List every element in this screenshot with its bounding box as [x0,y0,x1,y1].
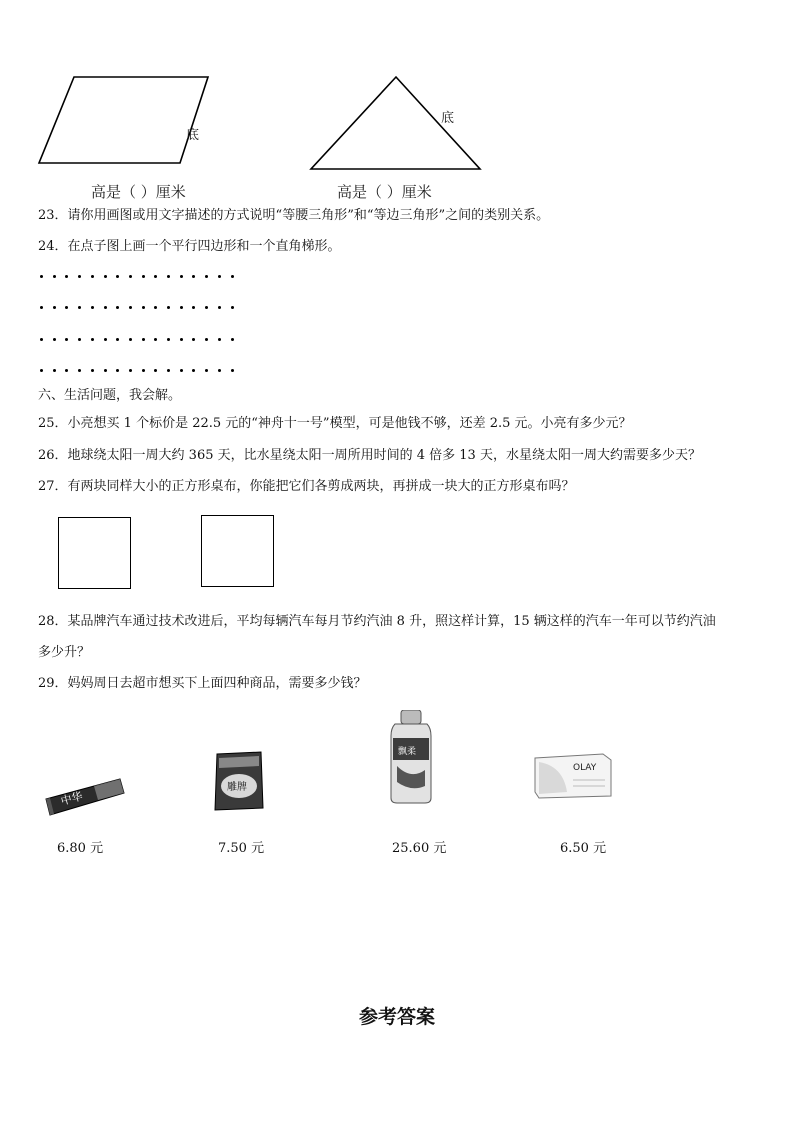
grid-dot[interactable] [167,338,170,341]
grid-dot[interactable] [53,369,56,372]
grid-dot[interactable] [104,306,107,309]
grid-dot[interactable] [192,306,195,309]
grid-dot[interactable] [78,369,81,372]
question-27: 27．有两块同样大小的正方形桌布，你能把它们各剪成两块，再拼成一块大的正方形桌布吗？ [38,479,575,494]
shampoo-brand-text: 飘柔 [398,747,417,757]
olay-brand-text: OLAY [573,763,597,773]
question-25: 25．小亮想买 1 个标价是 22.5 元的“神舟十一号”模型，可是他钱不够，还差 2.5 元。小亮有多少元？ [38,416,632,431]
grid-dot[interactable] [231,338,234,341]
grid-dot[interactable] [142,275,145,278]
grid-dot[interactable] [116,369,119,372]
grid-dot[interactable] [192,275,195,278]
detergent-price: 7.50 元 [218,841,265,856]
grid-dot[interactable] [65,275,68,278]
grid-dot[interactable] [53,275,56,278]
grid-dot[interactable] [167,369,170,372]
triangle-base-label: 底 [441,111,455,126]
grid-dot[interactable] [53,306,56,309]
question-23: 23．请你用画图或用文字描述的方式说明“等腰三角形”和“等边三角形”之间的类别关系。 [38,208,550,223]
toothpaste-brand-text: 中华 [59,789,85,808]
olay-soap-image [533,752,613,800]
grid-dot[interactable] [91,275,94,278]
grid-dot[interactable] [40,275,43,278]
grid-dot[interactable] [154,338,157,341]
grid-dot[interactable] [205,275,208,278]
grid-dot[interactable] [104,275,107,278]
grid-dot[interactable] [129,338,132,341]
grid-dot[interactable] [180,369,183,372]
parallelogram-base-label: 底 [186,128,200,143]
detergent-brand-text: 雕牌 [227,782,247,793]
grid-dot[interactable] [53,338,56,341]
question-28-line-1: 28．某品牌汽车通过技术改进后，平均每辆汽车每月节约汽油 8 升，照这样计算，15 辆这样的汽车一年可以节约汽油 [38,614,716,629]
answer-key-title: 参考答案 [358,1006,435,1028]
grid-dot[interactable] [154,369,157,372]
grid-dot[interactable] [192,369,195,372]
question-28-line-2: 多少升？ [38,645,91,660]
parallelogram-height-caption: 高是（ ）厘米 [91,183,186,201]
grid-dot[interactable] [180,338,183,341]
grid-dot[interactable] [218,275,221,278]
question-29: 29．妈妈周日去超市想买下上面四种商品，需要多少钱？ [38,676,367,691]
grid-dot[interactable] [231,369,234,372]
grid-dot[interactable] [91,338,94,341]
grid-dot[interactable] [65,306,68,309]
grid-dot[interactable] [218,338,221,341]
grid-dot[interactable] [129,306,132,309]
shampoo-image [387,710,435,805]
question-24: 24．在点子图上画一个平行四边形和一个直角梯形。 [38,239,341,254]
triangle-figure [308,74,484,172]
grid-dot[interactable] [116,306,119,309]
toothpaste-image [44,775,126,821]
triangle-height-caption: 高是（ ）厘米 [337,183,432,201]
grid-dot[interactable] [142,369,145,372]
question-26: 26．地球绕太阳一周大约 365 天，比水星绕太阳一周所用时间的 4 倍多 13 天，水星绕太阳一周大约需要多少天？ [38,448,701,463]
grid-dot[interactable] [167,306,170,309]
grid-dot[interactable] [91,369,94,372]
parallelogram-figure [36,74,212,168]
grid-dot[interactable] [129,369,132,372]
shampoo-price: 25.60 元 [392,841,447,856]
grid-dot[interactable] [40,338,43,341]
grid-dot[interactable] [104,338,107,341]
grid-dot[interactable] [205,369,208,372]
grid-dot[interactable] [205,338,208,341]
grid-dot[interactable] [142,306,145,309]
grid-dot[interactable] [104,369,107,372]
grid-dot[interactable] [231,306,234,309]
grid-dot[interactable] [116,275,119,278]
grid-dot[interactable] [205,306,208,309]
grid-dot[interactable] [154,275,157,278]
grid-dot[interactable] [218,306,221,309]
square-tablecloth-2 [201,515,274,587]
grid-dot[interactable] [91,306,94,309]
olay-soap-price: 6.50 元 [560,841,607,856]
grid-dot[interactable] [129,275,132,278]
grid-dot[interactable] [78,306,81,309]
toothpaste-price: 6.80 元 [57,841,104,856]
grid-dot[interactable] [40,369,43,372]
grid-dot[interactable] [154,306,157,309]
grid-dot[interactable] [116,338,119,341]
grid-dot[interactable] [180,306,183,309]
grid-dot[interactable] [78,275,81,278]
grid-dot[interactable] [167,275,170,278]
section-six-heading: 六、生活问题，我会解。 [38,388,182,403]
grid-dot[interactable] [142,338,145,341]
square-tablecloth-1 [58,517,131,589]
grid-dot[interactable] [65,369,68,372]
grid-dot[interactable] [65,338,68,341]
grid-dot[interactable] [180,275,183,278]
grid-dot[interactable] [78,338,81,341]
grid-dot[interactable] [192,338,195,341]
grid-dot[interactable] [218,369,221,372]
detergent-image [211,750,267,812]
grid-dot[interactable] [40,306,43,309]
grid-dot[interactable] [231,275,234,278]
